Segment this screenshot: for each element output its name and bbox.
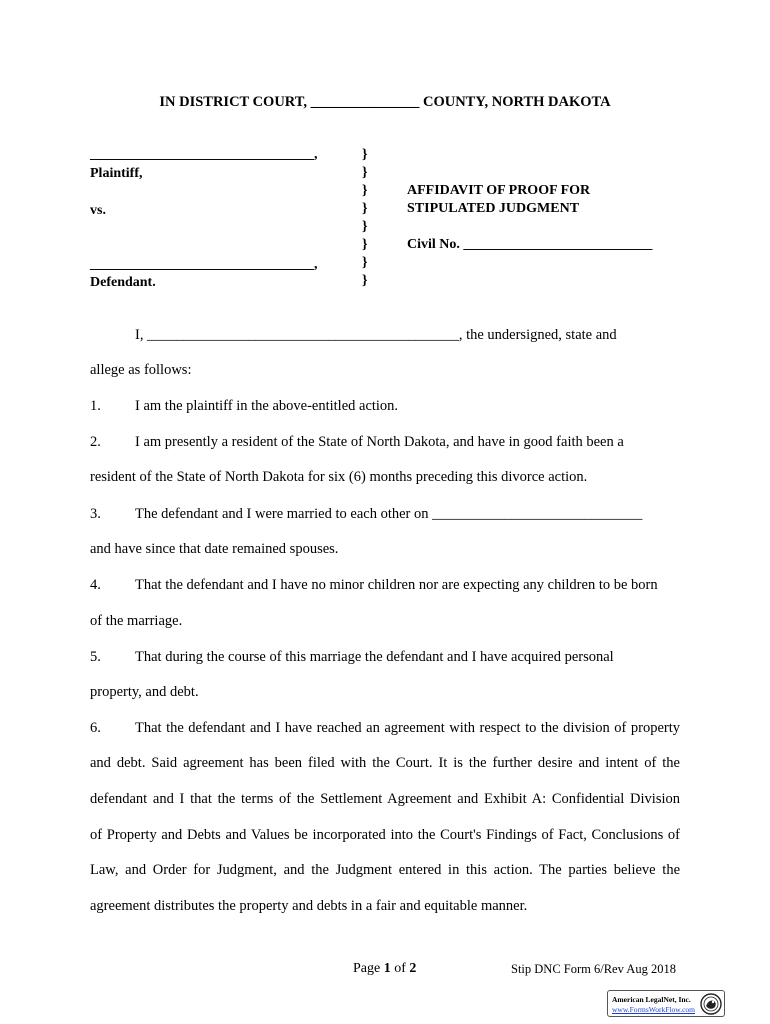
document-title-line1: AFFIDAVIT OF PROOF FOR	[407, 183, 591, 198]
civil-number: Civil No. ___________________________	[407, 237, 653, 252]
paragraph-5-text: property, and debt.	[90, 684, 199, 700]
intro-line1: I, ___________________________________________, the undersigned, state and	[135, 327, 617, 343]
intro-line2: allege as follows:	[90, 362, 192, 378]
plaintiff-label: Plaintiff,	[90, 166, 143, 181]
vs-label: vs.	[90, 203, 106, 218]
paragraph-number: 6.	[90, 720, 101, 736]
publisher-logo	[607, 990, 725, 1017]
paragraph-5-text: That during the course of this marriage the defendant and I have acquired personal	[135, 649, 614, 665]
page-number	[353, 961, 416, 977]
seal-icon	[700, 993, 722, 1015]
logo-company: American LegalNet, Inc.	[612, 995, 691, 1004]
paragraph-number: 4.	[90, 577, 101, 593]
paragraph-number: 1.	[90, 398, 101, 414]
caption-brace: }	[362, 237, 368, 252]
page-total: 2	[409, 961, 417, 976]
paragraph-2-text: resident of the State of North Dakota for six (6) months preceding this divorce action.	[90, 469, 588, 485]
paragraph-1-text: I am the plaintiff in the above-entitled action.	[135, 398, 399, 414]
paragraph-6-text: Law, and Order for Judgment, and the Judgment entered in this action. The parties believe the	[90, 862, 680, 878]
plaintiff-name-line: ________________________________,	[90, 147, 318, 162]
page-current: 1	[383, 961, 391, 976]
paragraph-3-text: The defendant and I were married to each other on _____________________________	[135, 506, 643, 522]
paragraph-number: 3.	[90, 506, 101, 522]
paragraph-6-text: That the defendant and I have reached an agreement with respect to the division of property	[135, 720, 680, 736]
paragraph-2-text: I am presently a resident of the State of North Dakota, and have in good faith been a	[135, 434, 624, 450]
caption-brace: }	[362, 255, 368, 270]
document-title-line2: STIPULATED JUDGMENT	[407, 201, 580, 216]
paragraph-number: 5.	[90, 649, 101, 665]
caption-brace: }	[362, 273, 368, 288]
paragraph-6-text: of Property and Debts and Values be incorporated into the Court's Findings of Fact, Conclusions of	[90, 827, 680, 843]
paragraph-6-text: and debt. Said agreement has been filed with the Court. It is the further desire and intent of the	[90, 755, 680, 771]
page-of: of	[394, 961, 406, 976]
logo-url-link[interactable]: www.FormsWorkFlow.com	[612, 1005, 696, 1014]
paragraph-number: 2.	[90, 434, 101, 450]
paragraph-3-text: and have since that date remained spouses.	[90, 541, 339, 557]
defendant-name-line: ________________________________,	[90, 257, 318, 272]
paragraph-4-text: of the marriage.	[90, 613, 183, 629]
paragraph-4-text: That the defendant and I have no minor children nor are expecting any children to be born	[135, 577, 658, 593]
caption-brace: }	[362, 183, 368, 198]
caption-brace: }	[362, 219, 368, 234]
page-prefix: Page	[353, 961, 381, 976]
form-identifier: Stip DNC Form 6/Rev Aug 2018	[511, 962, 676, 976]
caption-brace: }	[362, 147, 368, 162]
paragraph-6-text: agreement distributes the property and debts in a fair and equitable manner.	[90, 898, 528, 914]
caption-brace: }	[362, 165, 368, 180]
court-header: IN DISTRICT COURT, _______________ COUNTY, NORTH DAKOTA	[159, 94, 611, 110]
paragraph-6-text: defendant and I that the terms of the Settlement Agreement and Exhibit A: Confidential Division	[90, 791, 680, 807]
defendant-label: Defendant.	[90, 275, 156, 290]
caption-brace: }	[362, 201, 368, 216]
